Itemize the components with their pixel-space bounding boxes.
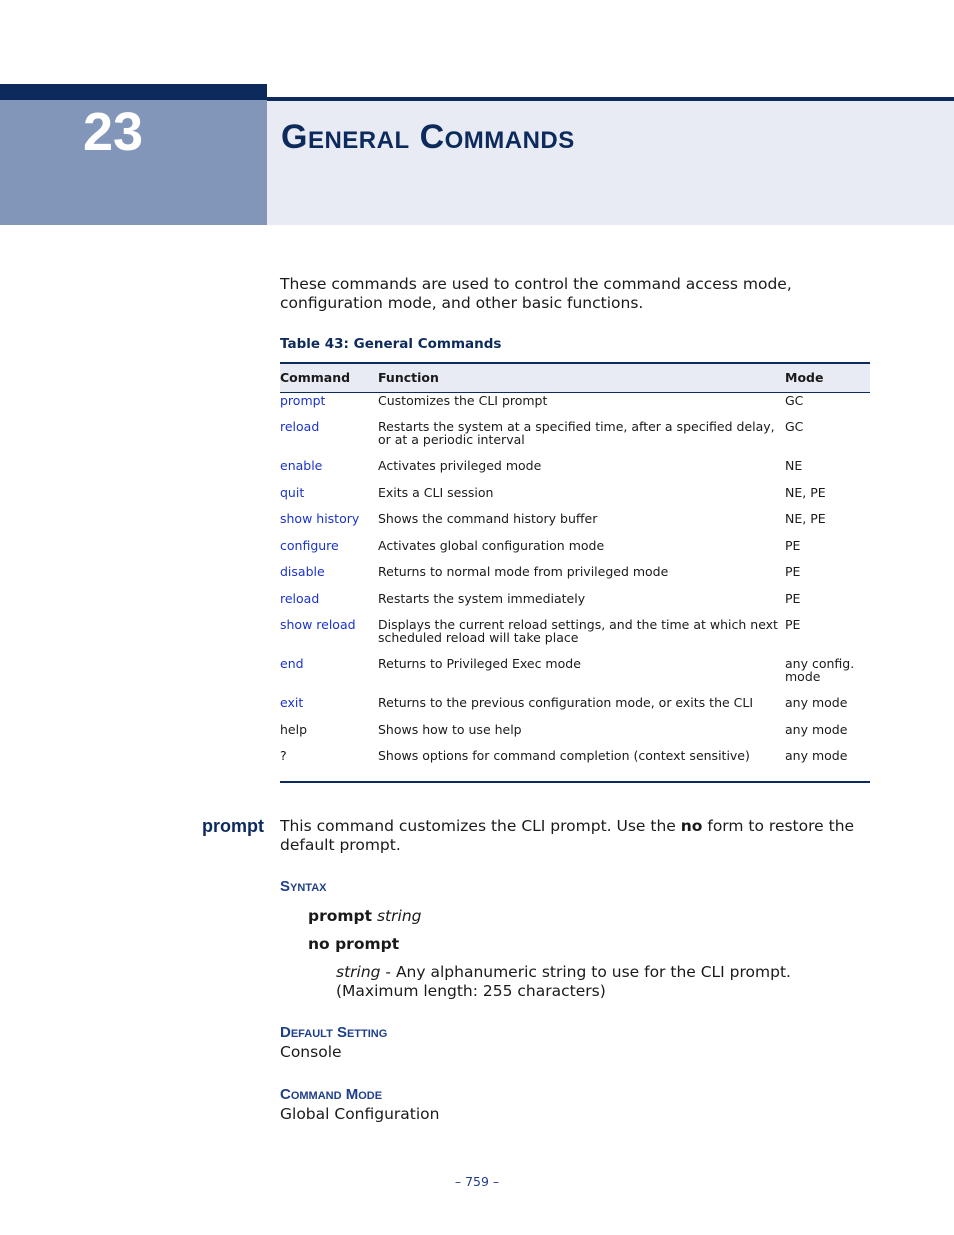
parameter-name: string <box>336 963 381 981</box>
row-function: Displays the current reload settings, and the time at which next scheduled reload will take place <box>378 617 778 645</box>
command-mode-heading: Command Mode <box>280 1086 383 1103</box>
row-mode: PE <box>785 617 801 632</box>
default-setting-heading: Default Setting <box>280 1024 388 1041</box>
syntax-no-command: no prompt <box>308 935 400 953</box>
row-mode: PE <box>785 591 801 606</box>
page-number: – 759 – <box>454 1174 500 1189</box>
table-header <box>280 364 870 393</box>
row-command-link[interactable]: end <box>280 656 304 671</box>
row-command-link[interactable]: quit <box>280 485 305 500</box>
row-command-link[interactable]: reload <box>280 591 320 606</box>
row-mode: PE <box>785 564 801 579</box>
default-setting-value: Console <box>280 1043 342 1061</box>
row-function: Shows the command history buffer <box>378 511 598 526</box>
desc-keyword-no: no <box>680 817 703 835</box>
row-mode: any mode <box>785 695 848 710</box>
row-command: ? <box>280 748 287 763</box>
row-mode: NE, PE <box>785 511 826 526</box>
row-command-link[interactable]: exit <box>280 695 304 710</box>
row-mode: NE <box>785 458 803 473</box>
row-function: Exits a CLI session <box>378 485 494 500</box>
row-function: Shows options for command completion (context sensitive) <box>378 748 750 763</box>
row-function: Returns to the previous configuration mode, or exits the CLI <box>378 695 754 710</box>
header-mode: Mode <box>785 370 824 385</box>
desc-text-2: form to restore the default prompt. <box>280 817 855 854</box>
row-command-link[interactable]: disable <box>280 564 325 579</box>
parameter-description <box>336 963 856 1001</box>
command-mode-value: Global Configuration <box>280 1105 440 1123</box>
row-command-link[interactable]: show reload <box>280 617 356 632</box>
row-mode: GC <box>785 393 804 408</box>
chapter-title-bar <box>267 97 954 101</box>
chapter-number-bar <box>0 84 267 100</box>
chapter-number: 23 <box>83 102 144 162</box>
row-mode: any config. mode <box>785 656 855 684</box>
section-title: prompt <box>202 816 264 836</box>
commands-table <box>280 362 870 783</box>
row-command-link[interactable]: enable <box>280 458 323 473</box>
row-command-link[interactable]: configure <box>280 538 339 553</box>
row-mode: any mode <box>785 722 848 737</box>
chapter-title: General Commands <box>281 118 575 156</box>
row-function: Restarts the system immediately <box>378 591 586 606</box>
row-function: Returns to Privileged Exec mode <box>378 656 581 671</box>
row-command-link[interactable]: prompt <box>280 393 326 408</box>
row-command-link[interactable]: show history <box>280 511 360 526</box>
section-description <box>280 817 880 855</box>
header-command: Command <box>280 370 351 385</box>
syntax-line-2 <box>308 935 399 954</box>
syntax-argument: string <box>376 907 422 925</box>
row-function: Returns to normal mode from privileged mode <box>378 564 669 579</box>
row-function: Activates global configuration mode <box>378 538 605 553</box>
row-function: Customizes the CLI prompt <box>378 393 548 408</box>
row-mode: NE, PE <box>785 485 826 500</box>
row-function: Activates privileged mode <box>378 458 542 473</box>
row-command: help <box>280 722 308 737</box>
header-function: Function <box>378 370 439 385</box>
row-mode: PE <box>785 538 801 553</box>
syntax-heading: Syntax <box>280 878 327 895</box>
row-mode: any mode <box>785 748 848 763</box>
row-function: Shows how to use help <box>378 722 522 737</box>
table-caption: Table 43: General Commands <box>280 336 502 352</box>
intro-paragraph: These commands are used to control the command access mode, configuration mode, and other basic functions. <box>280 275 792 312</box>
syntax-line-1 <box>308 907 421 926</box>
desc-text-1: This command customizes the CLI prompt. Use the <box>280 817 681 835</box>
row-mode: GC <box>785 419 804 434</box>
row-command-link[interactable]: reload <box>280 419 320 434</box>
syntax-command: prompt <box>308 907 373 925</box>
parameter-text: - Any alphanumeric string to use for the CLI prompt. (Maximum length: 255 characters) <box>336 963 791 1000</box>
row-function: Restarts the system at a specified time, after a specified delay, or at a periodic interval <box>378 419 775 447</box>
